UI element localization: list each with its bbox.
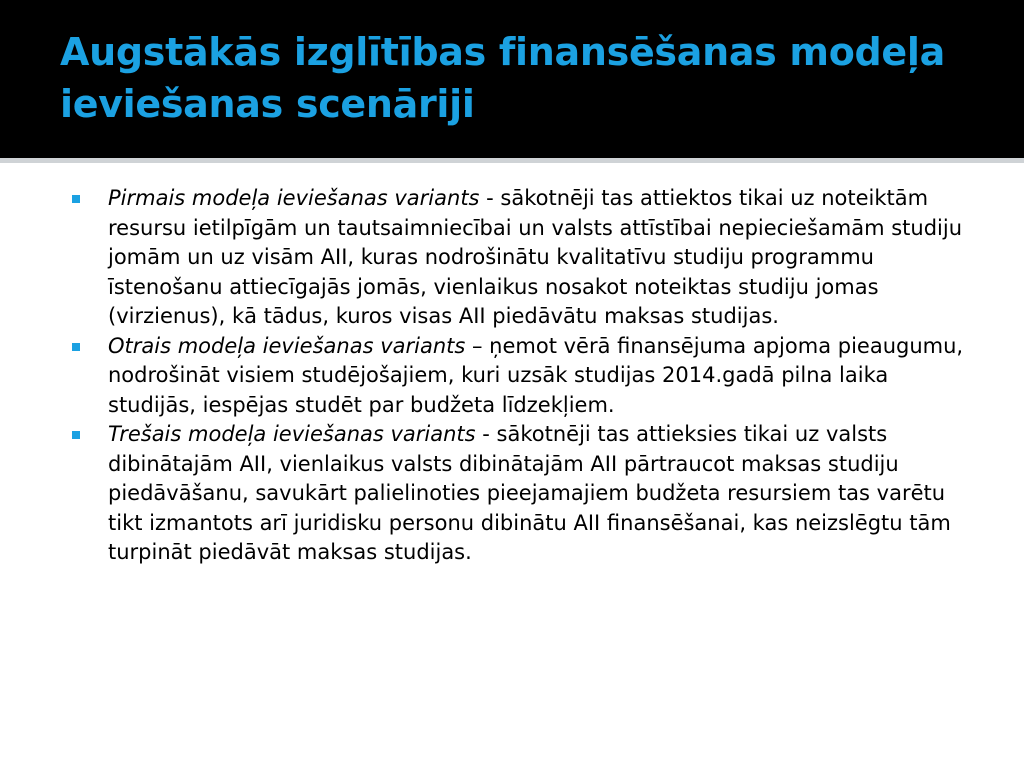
bullet-list	[70, 184, 970, 568]
bullet-lead-1: Pirmais modeļa ieviešanas variants	[108, 186, 480, 210]
bullet-lead-3: Trešais modeļa ieviešanas variants	[108, 422, 476, 446]
bullet-item-3	[70, 420, 970, 568]
square-bullet-icon	[72, 343, 80, 351]
bullet-text-1: - sākotnēji tas attiektos tikai uz noteiktām resursu ietilpīgām un tautsaimniecībai un valsts attīstībai nepieciešamām studiju jomām un uz visām AII, kuras nodrošinātu kvalitatīvu studiju programmu īstenošanu attiecīgajās jomās, vienlaikus nosakot noteiktas studiju jomas (virzienus), kā tādus, kuros visas AII piedāvātu maksas studijas.	[108, 186, 963, 328]
square-bullet-icon	[72, 195, 80, 203]
bullet-text-3: - sākotnēji tas attieksies tikai uz valsts dibinātajām AII, vienlaikus valsts dibinātajām AII pārtraucot maksas studiju piedāvāšanu, savukārt palielinoties pieejamajiem budžeta resursiem tas varētu tikt izmantots arī juridisku personu dibinātu AII finansēšanai, kas neizslēgtu tām turpināt piedāvāt maksas studijas.	[108, 422, 951, 564]
title-divider	[0, 158, 1024, 163]
bullet-item-1	[70, 184, 970, 332]
bullet-item-2	[70, 332, 970, 421]
square-bullet-icon	[72, 431, 80, 439]
slide-title: Augstākās izglītības finansēšanas modeļa ieviešanas scenāriji	[60, 30, 945, 126]
bullet-text-2: – ņemot vērā finansējuma apjoma pieaugumu, nodrošināt visiem studējošajiem, kuri uzsāk studijas 2014.gadā pilna laika studijās, iespējas studēt par budžeta līdzekļiem.	[108, 333, 964, 417]
bullet-lead-2: Otrais modeļa ieviešanas variants	[108, 333, 466, 358]
